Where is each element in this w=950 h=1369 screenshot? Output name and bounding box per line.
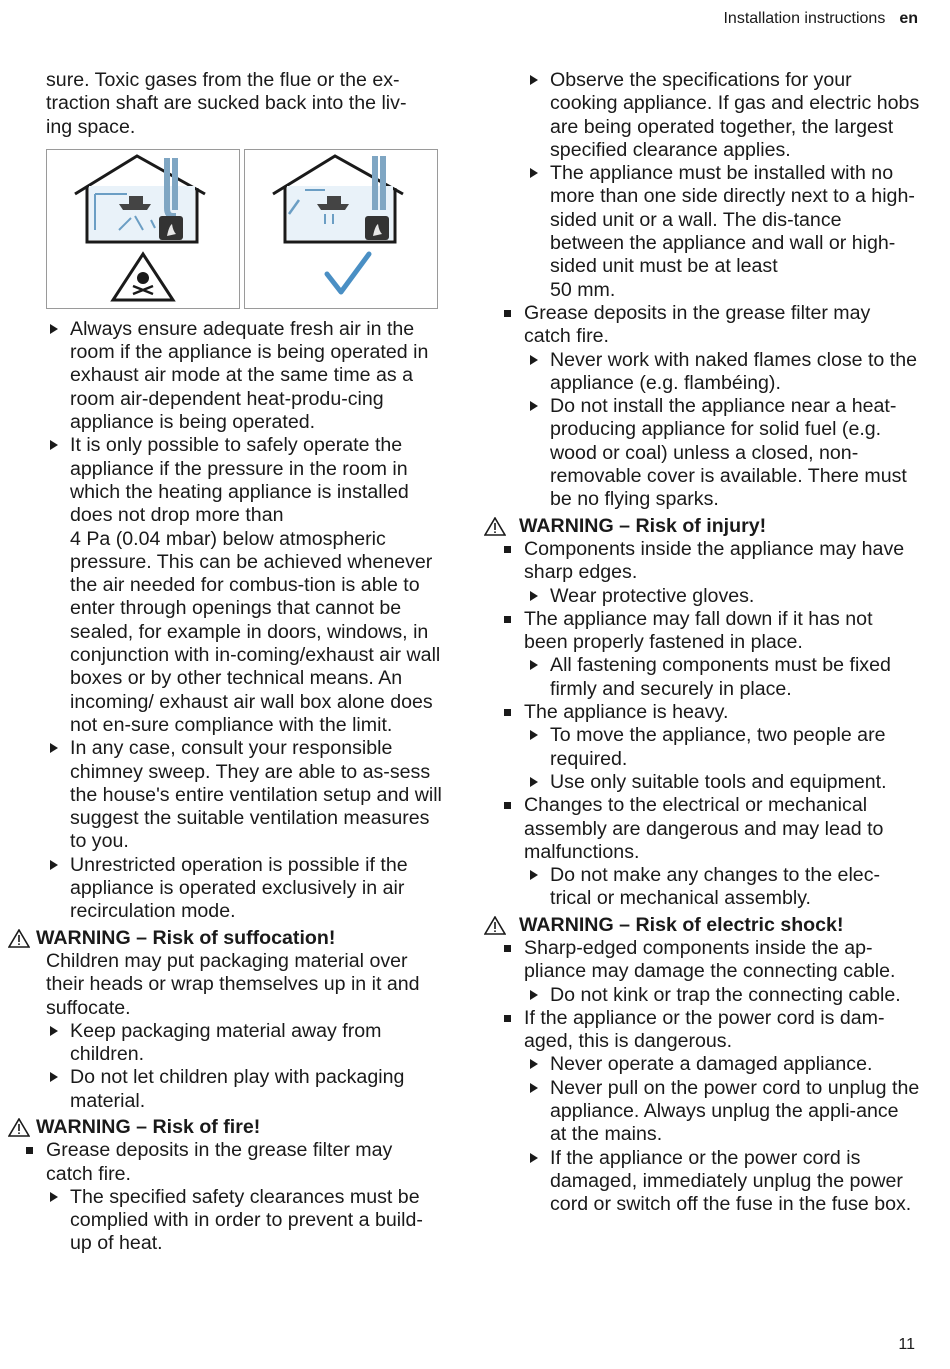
list-item: Do not make any changes to the elec-trical or mechanical assembly. — [526, 864, 920, 911]
page-number: 11 — [898, 1335, 915, 1353]
list-item: Do not kink or trap the connecting cable. — [526, 984, 920, 1007]
left-column — [36, 69, 444, 1256]
list-item: The appliance must be installed with no more than one side directly next to a high-sided unit or a wall. The dis-tance between the appliance and wall or high-sided unit must be at least 50 mm. — [526, 162, 920, 302]
warning-title: WARNING – Risk of suffocation! — [36, 926, 336, 949]
list-item: The specified safety clearances must be complied with in order to prevent a build-up of heat. — [46, 1186, 444, 1256]
page-header — [723, 9, 918, 29]
warning-title: WARNING – Risk of fire! — [36, 1115, 261, 1138]
skull-crossbones-warning-icon — [113, 254, 173, 300]
right-column — [502, 69, 920, 1217]
list-item: Never work with naked flames close to the appliance (e.g. flambéing). — [526, 349, 920, 396]
bullet-item: Sharp-edged components inside the ap-pliance may damage the connecting cable. — [502, 937, 920, 984]
checkmark-icon — [327, 254, 369, 292]
list-item: Observe the specifications for your cooking appliance. If gas and electric hobs are being operated together, the largest specified clearance applies. — [526, 69, 920, 162]
list-item: Use only suitable tools and equipment. — [526, 771, 920, 794]
warning-text: Children may put packaging material over their heads or wrap themselves up in it and suffocate. — [46, 949, 420, 1019]
list-item: Keep packaging material away from children. — [46, 1020, 444, 1067]
figure-panel-safe — [244, 149, 438, 309]
ventilation-figure — [46, 149, 444, 309]
bullet-item: Components inside the appliance may have sharp edges. — [502, 538, 920, 585]
language-code: en — [899, 10, 918, 27]
list-item: Do not let children play with packaging material. — [46, 1066, 444, 1113]
figure-panel-unsafe — [46, 149, 240, 309]
warning-heading-injury — [484, 515, 920, 538]
bullet-item: The appliance is heavy. — [502, 701, 920, 724]
list-item: Always ensure adequate fresh air in the room if the appliance is being operated in exhaust air mode at the same time as a room air-dependent heat-produ-cing appliance is being operated. — [46, 318, 444, 434]
warning-triangle-icon — [484, 517, 506, 536]
list-item: Never pull on the power cord to unplug the appliance. Always unplug the appli-ance at the mains. — [526, 1077, 920, 1147]
bullet-item: If the appliance or the power cord is dam-aged, this is dangerous. — [502, 1007, 920, 1054]
warning-title: WARNING – Risk of injury! — [519, 514, 767, 537]
warning-heading-electric-shock — [484, 914, 920, 937]
warning-triangle-icon — [484, 916, 506, 935]
list-item: To move the appliance, two people are required. — [526, 724, 920, 771]
warning-triangle-icon — [8, 1118, 30, 1137]
list-item: In any case, consult your responsible chimney sweep. They are able to as-sess the house's entire ventilation setup and will suggest the suitable ventilation measures to you. — [46, 737, 444, 853]
list-item: Unrestricted operation is possible if the appliance is operated exclusively in air recirculation mode. — [46, 854, 444, 924]
warning-title: WARNING – Risk of electric shock! — [519, 913, 844, 936]
warning-heading-fire — [8, 1116, 444, 1139]
list-item: It is only possible to safely operate the appliance if the pressure in the room in which the heating appliance is installed does not drop more than 4 Pa (0.04 mbar) below atmospheric pressure. This can be achieved whenever the air needed for combus-tion is able to enter through openings that cannot be sealed, for example in doors, windows, in conjunction with in-coming/exhaust air wall boxes or by other technical means. An incoming/ exhaust air wall box alone does not en-sure compliance with the limit. — [46, 434, 444, 737]
list-item: Never operate a damaged appliance. — [526, 1053, 920, 1076]
list-item: Wear protective gloves. — [526, 585, 920, 608]
header-title: Installation instructions — [723, 10, 886, 27]
list-item: All fastening components must be fixed firmly and securely in place. — [526, 654, 920, 701]
warning-heading-suffocation — [8, 927, 444, 950]
bullet-item: Grease deposits in the grease filter may catch fire. — [24, 1139, 444, 1186]
warning-triangle-icon — [8, 929, 30, 948]
bullet-item: Changes to the electrical or mechanical assembly are dangerous and may lead to malfunctions. — [502, 794, 920, 864]
list-item: If the appliance or the power cord is damaged, immediately unplug the power cord or switch off the fuse in the fuse box. — [526, 1147, 920, 1217]
list-item: Do not install the appliance near a heat-producing appliance for solid fuel (e.g. wood or coal) unless a closed, non-removable cover is available. There must be no flying sparks. — [526, 395, 920, 511]
bullet-item: Grease deposits in the grease filter may catch fire. — [502, 302, 920, 349]
intro-text: sure. Toxic gases from the flue or the ex- traction shaft are sucked back into the liv- ing space. — [46, 69, 407, 138]
bullet-item: The appliance may fall down if it has not been properly fastened in place. — [502, 608, 920, 655]
